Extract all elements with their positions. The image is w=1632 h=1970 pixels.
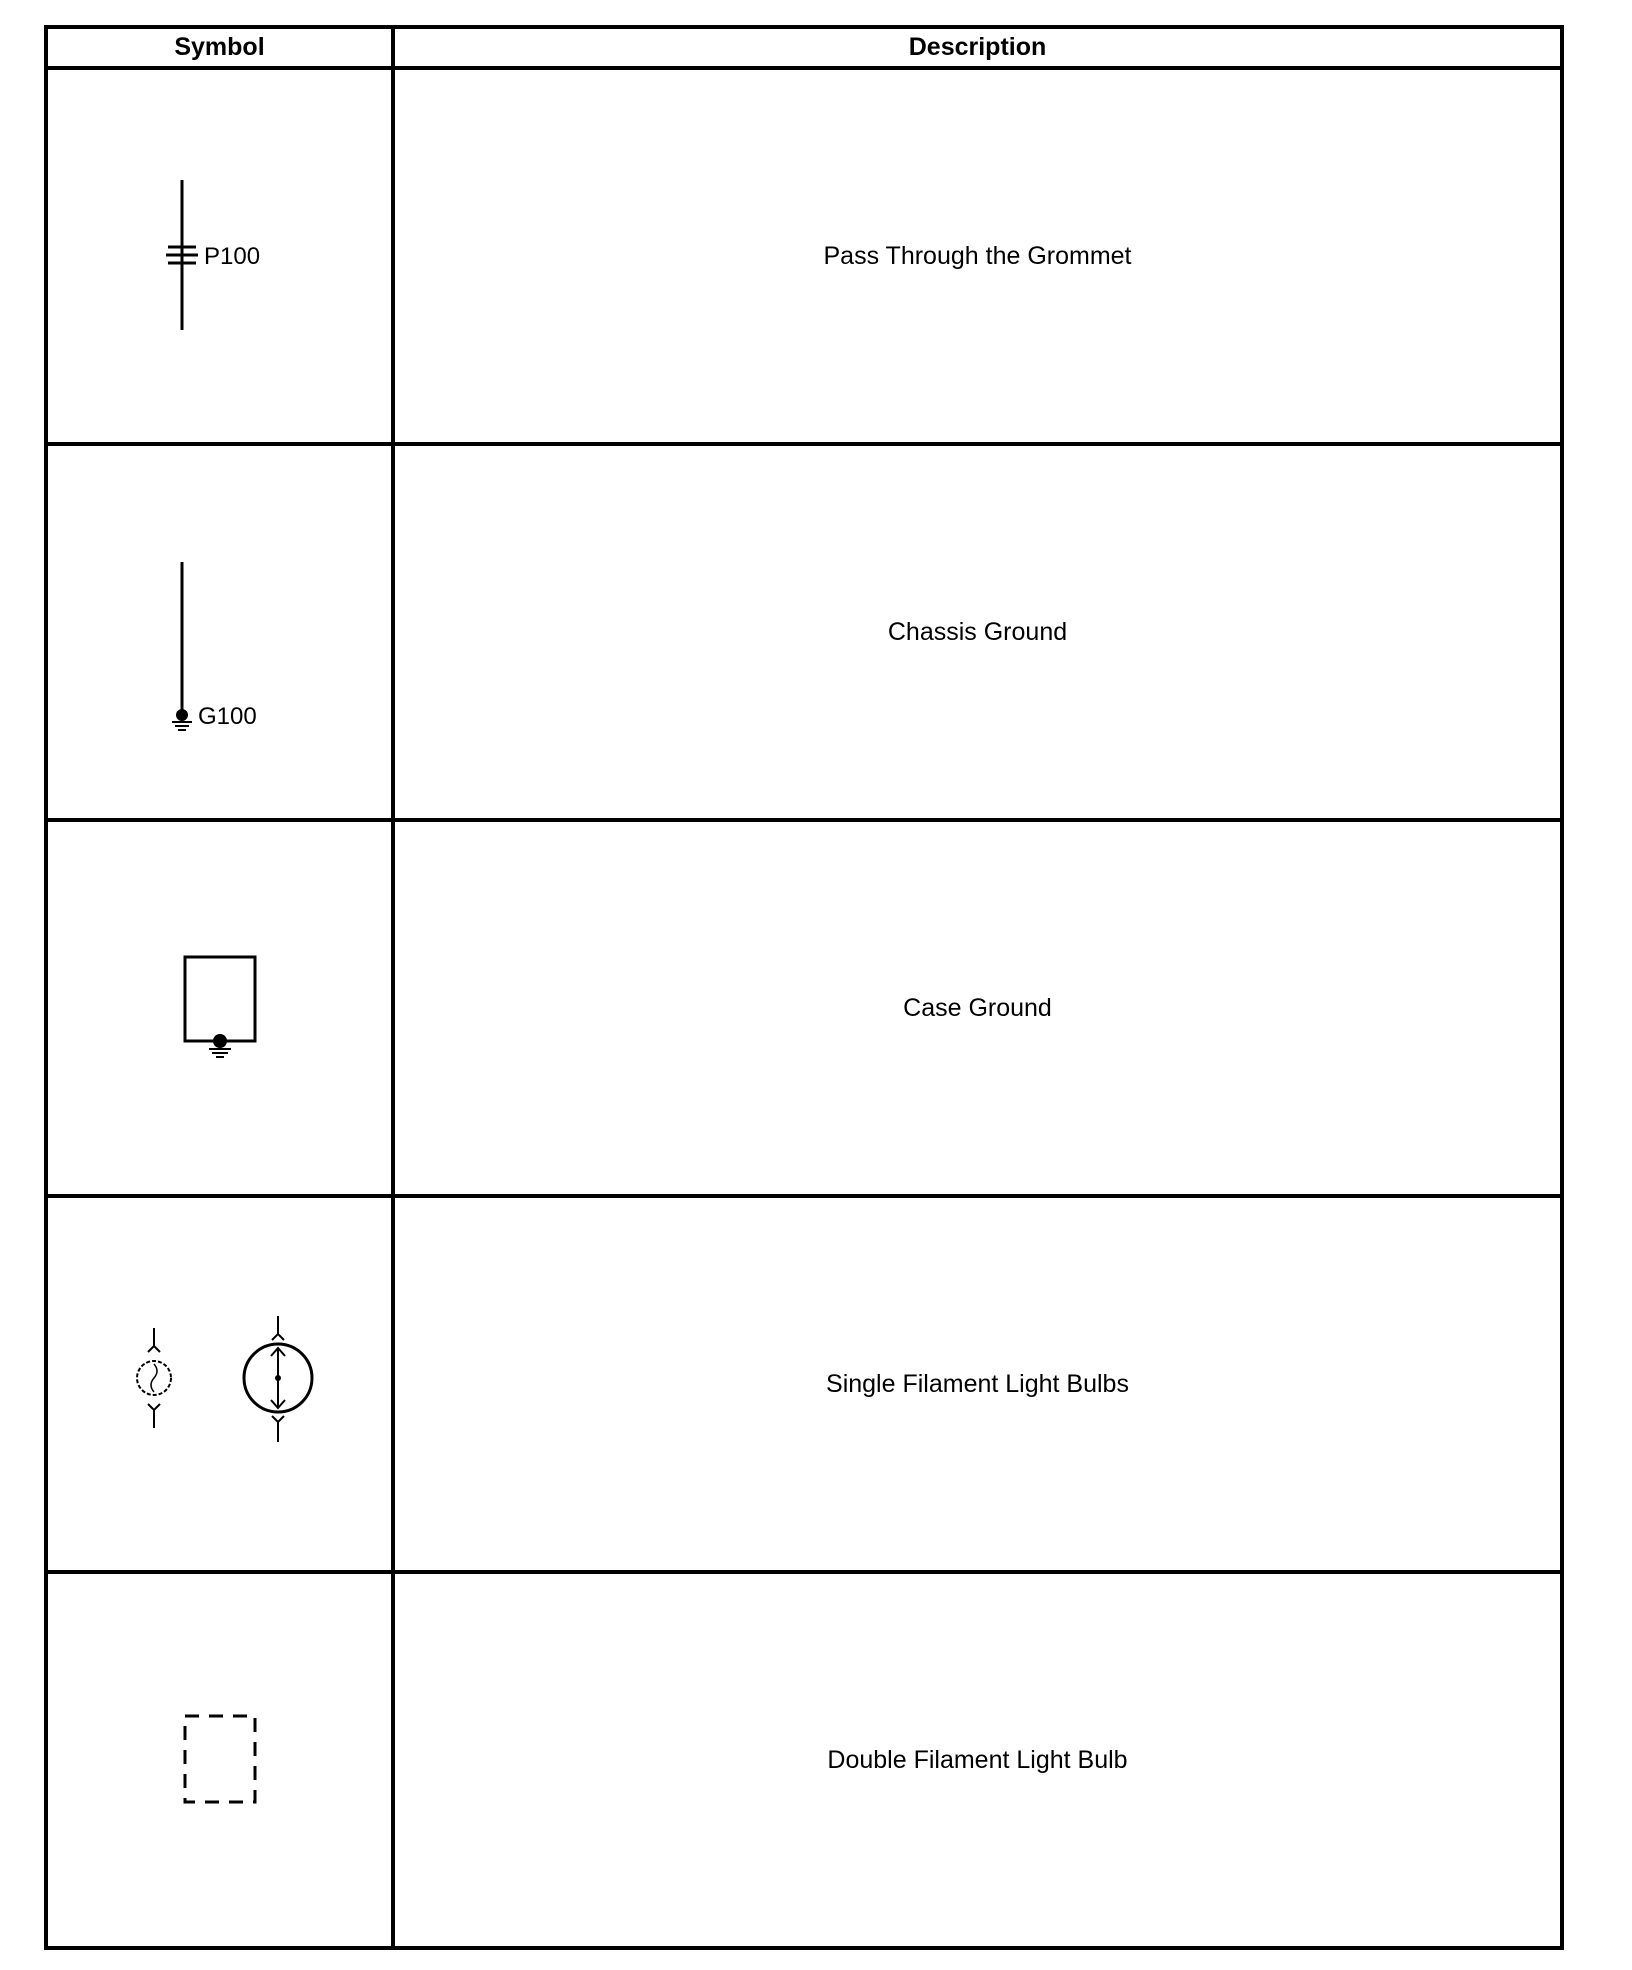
grommet-pass-through-icon bbox=[140, 176, 300, 336]
double-filament-bulb-icon bbox=[175, 1710, 265, 1810]
table-row bbox=[46, 820, 1562, 1196]
symbol-cell bbox=[46, 68, 393, 444]
description-cell bbox=[393, 820, 1562, 1196]
symbol-cell bbox=[46, 1572, 393, 1948]
symbol-cell bbox=[46, 820, 393, 1196]
symbol-label: G100 bbox=[197, 703, 257, 730]
description-cell bbox=[393, 68, 1562, 444]
description-text: Double Filament Light Bulb bbox=[827, 1745, 1128, 1774]
table-row bbox=[46, 68, 1562, 444]
single-filament-bulb-icon bbox=[90, 1314, 350, 1454]
description-text: Chassis Ground bbox=[887, 617, 1068, 646]
symbol-cell bbox=[46, 1196, 393, 1572]
description-cell bbox=[393, 1196, 1562, 1572]
table-header-row bbox=[46, 27, 1562, 68]
description-text: Single Filament Light Bulbs bbox=[826, 1369, 1129, 1398]
symbol-label: P100 bbox=[203, 243, 260, 270]
chassis-ground-icon bbox=[140, 562, 300, 742]
table-row bbox=[46, 1196, 1562, 1572]
symbol-cell bbox=[46, 444, 393, 820]
table-row bbox=[46, 444, 1562, 820]
symbol-table bbox=[44, 25, 1564, 1950]
description-text: Case Ground bbox=[903, 993, 1052, 1022]
header-description: Description bbox=[393, 27, 1562, 68]
description-text: Pass Through the Grommet bbox=[823, 241, 1132, 270]
header-symbol: Symbol bbox=[46, 27, 393, 68]
description-cell bbox=[393, 1572, 1562, 1948]
table-row bbox=[46, 1572, 1562, 1948]
description-cell bbox=[393, 444, 1562, 820]
case-ground-icon bbox=[175, 953, 265, 1063]
